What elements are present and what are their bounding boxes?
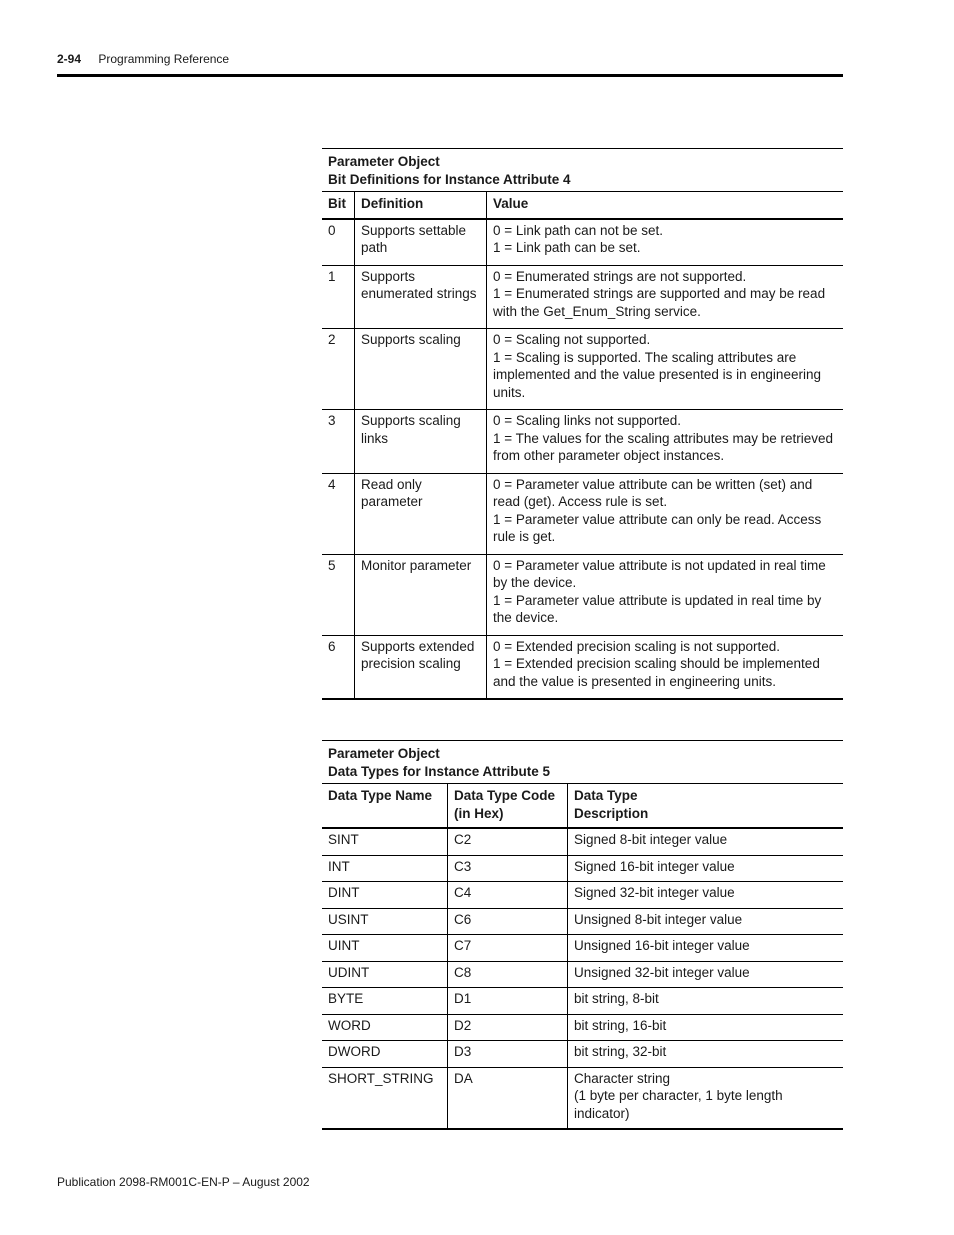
bit-definitions-table [322,148,843,700]
table-header-row [322,192,843,219]
value-cell-line: 0 = Parameter value attribute can be written (set) and read (get). Access rule is set. [493,476,813,509]
type-code-cell: DA [448,1067,568,1129]
table-row [322,988,843,1015]
definition-cell: Read only parameter [355,473,487,554]
value-cell-line: 1 = The values for the scaling attributes may be retrieved from other parameter object instances. [493,430,834,463]
table-row [322,1014,843,1041]
value-cell [487,473,844,554]
table-row [322,935,843,962]
type-description-cell-line: (1 byte per character, 1 byte length indicator) [574,1088,783,1121]
value-cell [487,635,844,699]
type-description-cell-line: Signed 8-bit integer value [574,832,728,847]
value-cell [487,219,844,266]
type-description-cell [568,855,844,882]
type-name-cell: UINT [322,935,448,962]
table-row [322,882,843,909]
table-title [322,741,843,784]
table-row [322,1067,843,1129]
value-cell-line: 0 = Link path can not be set. [493,222,663,238]
type-description-cell-line: bit string, 32-bit [574,1044,667,1059]
header-rule [57,74,843,77]
type-name-cell: DWORD [322,1041,448,1068]
value-cell-line: 0 = Scaling not supported. [493,332,651,347]
header-line: Data Type Name [328,788,433,803]
type-name-cell: BYTE [322,988,448,1015]
type-description-cell [568,1014,844,1041]
type-name-cell: USINT [322,908,448,935]
value-cell [487,329,844,410]
type-description-cell [568,988,844,1015]
type-description-cell-line: Signed 16-bit integer value [574,858,735,874]
type-description-cell-line: Signed 32-bit integer value [574,885,735,900]
type-description-cell [568,1041,844,1068]
table-row [322,554,843,635]
page-footer: Publication 2098-RM001C-EN-P – August 2002 [57,1175,310,1189]
page-number: 2-94 [57,52,82,66]
value-cell-line: 0 = Extended precision scaling is not supported. [493,638,781,654]
table-row [322,410,843,474]
value-cell [487,265,844,329]
type-name-cell: DINT [322,882,448,909]
definition-cell: Supports scaling [355,329,487,410]
bit-cell: 2 [322,329,355,410]
bit-cell: 1 [322,265,355,329]
value-cell-line: 0 = Scaling links not supported. [493,413,681,428]
table-title-line2: Bit Definitions for Instance Attribute 4 [328,171,571,187]
type-name-cell: UDINT [322,961,448,988]
bit-cell: 3 [322,410,355,474]
table-row [322,908,843,935]
column-header-description [568,784,844,829]
value-cell-line: 1 = Link path can be set. [493,240,641,255]
type-description-cell-line: Unsigned 32-bit integer value [574,964,750,980]
table-title [322,149,843,192]
table-row [322,961,843,988]
table-row [322,828,843,855]
table-title-line1: Parameter Object [328,746,440,761]
definition-cell: Supports extended precision scaling [355,635,487,699]
bit-cell: 4 [322,473,355,554]
value-cell-line: 1 = Extended precision scaling should be implemented and the value is presented in engineering units. [493,656,820,689]
column-header-name [322,784,448,829]
bit-cell: 6 [322,635,355,699]
value-cell-line: 0 = Enumerated strings are not supported. [493,268,747,284]
table-title-line1: Parameter Object [328,154,440,169]
column-header-value: Value [487,192,844,219]
data-types-table [322,740,843,1130]
column-header-definition: Definition [355,192,487,219]
type-code-cell: C6 [448,908,568,935]
type-code-cell: C7 [448,935,568,962]
table-title-row [322,741,843,784]
type-description-cell [568,935,844,962]
definition-cell: Supports enumerated strings [355,265,487,329]
value-cell-line: 0 = Parameter value attribute is not updated in real time by the device. [493,557,826,590]
definition-cell: Monitor parameter [355,554,487,635]
type-description-cell-line: Unsigned 16-bit integer value [574,938,750,953]
bit-cell: 5 [322,554,355,635]
type-description-cell [568,882,844,909]
type-name-cell: INT [322,855,448,882]
type-description-cell-line: bit string, 16-bit [574,1017,667,1033]
table-header-row [322,784,843,829]
type-description-cell [568,1067,844,1129]
type-name-cell: SHORT_STRING [322,1067,448,1129]
type-code-cell: D1 [448,988,568,1015]
value-cell-line: 1 = Scaling is supported. The scaling attributes are implemented and the value presented is in engineering units. [493,349,821,400]
bit-cell: 0 [322,219,355,266]
table-row [322,1041,843,1068]
type-description-cell [568,828,844,855]
table-title-row [322,149,843,192]
table-row [322,329,843,410]
table-row [322,635,843,699]
type-name-cell: SINT [322,828,448,855]
type-description-cell-line: bit string, 8-bit [574,991,659,1006]
type-description-cell [568,908,844,935]
type-code-cell: D2 [448,1014,568,1041]
type-code-cell: C3 [448,855,568,882]
value-cell-line: 1 = Enumerated strings are supported and may be read with the Get_Enum_String service. [493,286,826,319]
header-line: Data Type Code [454,788,556,803]
type-name-cell: WORD [322,1014,448,1041]
type-code-cell: D3 [448,1041,568,1068]
table-row [322,219,843,266]
type-description-cell [568,961,844,988]
type-code-cell: C4 [448,882,568,909]
page-header [57,52,229,66]
value-cell [487,554,844,635]
value-cell-line: 1 = Parameter value attribute can only be read. Access rule is get. [493,511,822,544]
value-cell [487,410,844,474]
definition-cell: Supports scaling links [355,410,487,474]
definition-cell: Supports settable path [355,219,487,266]
table-title-line2: Data Types for Instance Attribute 5 [328,763,551,779]
type-description-cell-line: Character string [574,1070,671,1086]
header-line: Data Type [574,788,638,803]
column-header-code [448,784,568,829]
section-title: Programming Reference [98,52,230,66]
type-code-cell: C2 [448,828,568,855]
type-description-cell-line: Unsigned 8-bit integer value [574,911,743,927]
table-row [322,265,843,329]
table-row [322,473,843,554]
table-row [322,855,843,882]
column-header-bit: Bit [322,192,355,219]
value-cell-line: 1 = Parameter value attribute is updated in real time by the device. [493,592,822,625]
header-line: Description [574,805,649,821]
header-line: (in Hex) [454,805,504,821]
type-code-cell: C8 [448,961,568,988]
